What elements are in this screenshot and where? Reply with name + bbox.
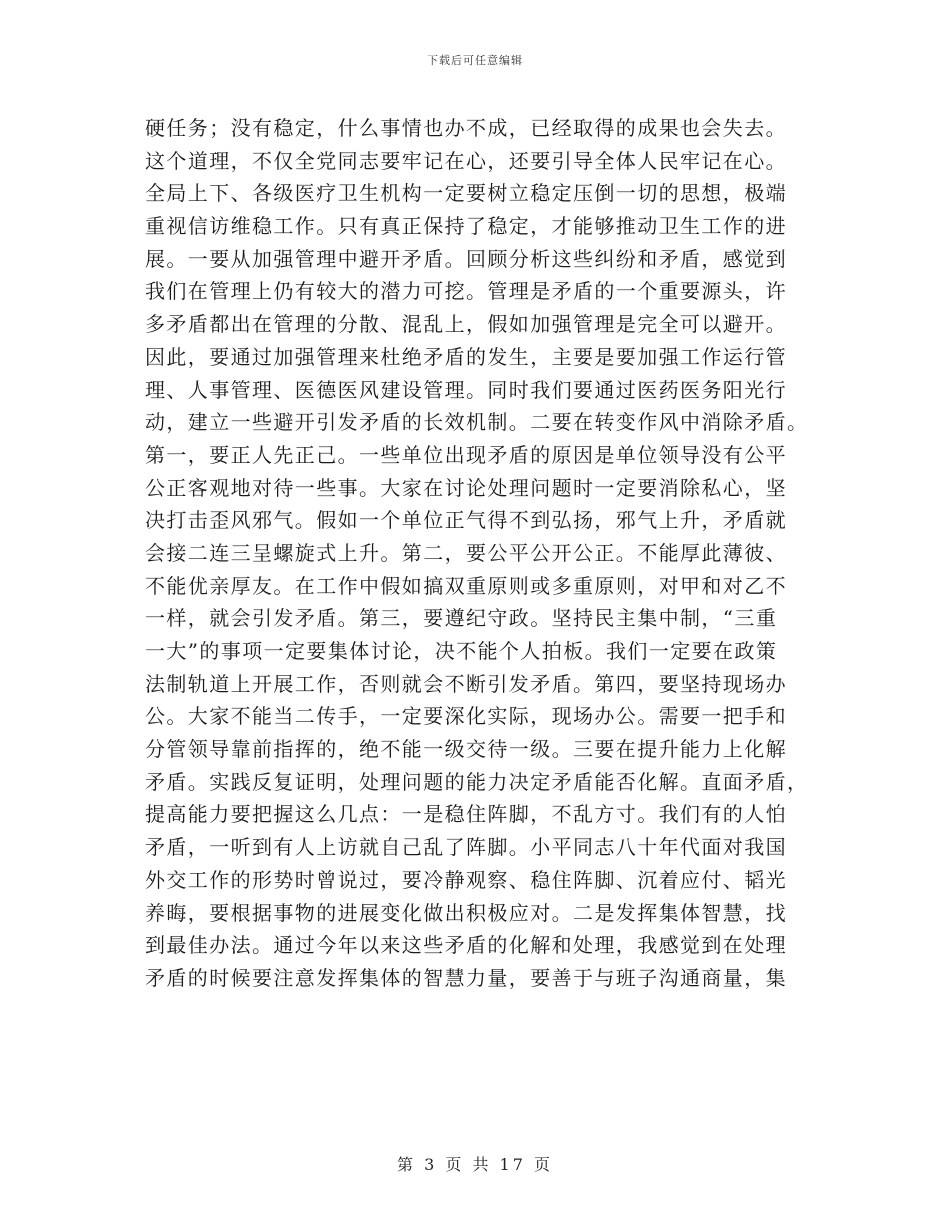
text-line: 提高能力要把握这么几点：一是稳住阵脚，不乱方寸。我们有的人怕 bbox=[145, 802, 787, 827]
text-line: 到最佳办法。通过今年以来这些矛盾的化解和处理，我感觉到在处理 bbox=[145, 933, 787, 958]
text-line: 因此，要通过加强管理来杜绝矛盾的发生，主要是要加强工作运行管 bbox=[145, 344, 787, 369]
text-line: 这个道理，不仅全党同志要牢记在心，还要引导全体人民牢记在心。 bbox=[145, 148, 787, 173]
text-line: 多矛盾都出在管理的分散、混乱上，假如加强管理是完全可以避开。 bbox=[145, 312, 787, 337]
text-line: 不能优亲厚友。在工作中假如搞双重原则或多重原则，对甲和对乙不 bbox=[145, 573, 787, 598]
text-line: 展。一要从加强管理中避开矛盾。回顾分析这些纠纷和矛盾，感觉到 bbox=[145, 246, 787, 271]
text-line: 一大”的事项一定要集体讨论，决不能个人拍板。我们一定要在政策 bbox=[145, 639, 778, 663]
text-line: 我们在管理上仍有较大的潜力可挖。管理是矛盾的一个重要源头，许 bbox=[145, 279, 787, 304]
text-line: 硬任务；没有稳定，什么事情也办不成，已经取得的成果也会失去。 bbox=[145, 116, 787, 140]
text-line: 公。大家不能当二传手，一定要深化实际，现场办公。需要一把手和 bbox=[145, 704, 787, 729]
text-line: 会接二连三呈螺旋式上升。第二，要公平公开公正。不能厚此薄彼、 bbox=[145, 540, 787, 565]
text-line: 第一，要正人先正己。一些单位出现矛盾的原因是单位领导没有公平 bbox=[145, 442, 787, 467]
text-line: 分管领导靠前指挥的，绝不能一级交待一级。三要在提升能力上化解 bbox=[145, 737, 787, 762]
text-line: 理、人事管理、医德医风建设管理。同时我们要通过医药医务阳光行 bbox=[145, 377, 787, 402]
text-line: 一样，就会引发矛盾。第三，要遵纪守政。坚持民主集中制，“三重 bbox=[145, 606, 778, 631]
text-line: 全局上下、各级医疗卫生机构一定要树立稳定压倒一切的思想，极端 bbox=[145, 181, 787, 206]
text-line: 矛盾的时候要注意发挥集体的智慧力量，要善于与班子沟通商量，集 bbox=[145, 965, 787, 990]
text-line: 动，建立一些避开引发矛盾的长效机制。二要在转变作风中消除矛盾。 bbox=[145, 410, 809, 435]
text-line: 矛盾，一听到有人上访就自己乱了阵脚。小平同志八十年代面对我国 bbox=[145, 835, 787, 860]
text-line: 养晦，要根据事物的进展变化做出积极应对。二是发挥集体智慧，找 bbox=[145, 900, 787, 925]
text-line: 决打击歪风邪气。假如一个单位正气得不到弘扬，邪气上升，矛盾就 bbox=[145, 508, 787, 533]
document-body bbox=[145, 112, 817, 995]
page-header: 下载后可任意编辑 bbox=[427, 54, 523, 67]
text-line: 矛盾。实践反复证明，处理问题的能力决定矛盾能否化解。直面矛盾， bbox=[145, 769, 809, 794]
text-line: 法制轨道上开展工作，否则就会不断引发矛盾。第四，要坚持现场办 bbox=[145, 671, 787, 696]
text-line: 外交工作的形势时曾说过，要冷静观察、稳住阵脚、沉着应付、韬光 bbox=[145, 867, 787, 892]
text-line: 公正客观地对待一些事。大家在讨论处理问题时一定要消除私心，坚 bbox=[145, 475, 787, 500]
page-number-footer: 第 3 页 共 17 页 bbox=[397, 1155, 553, 1174]
text-line: 重视信访维稳工作。只有真正保持了稳定，才能够推动卫生工作的进 bbox=[145, 214, 787, 239]
